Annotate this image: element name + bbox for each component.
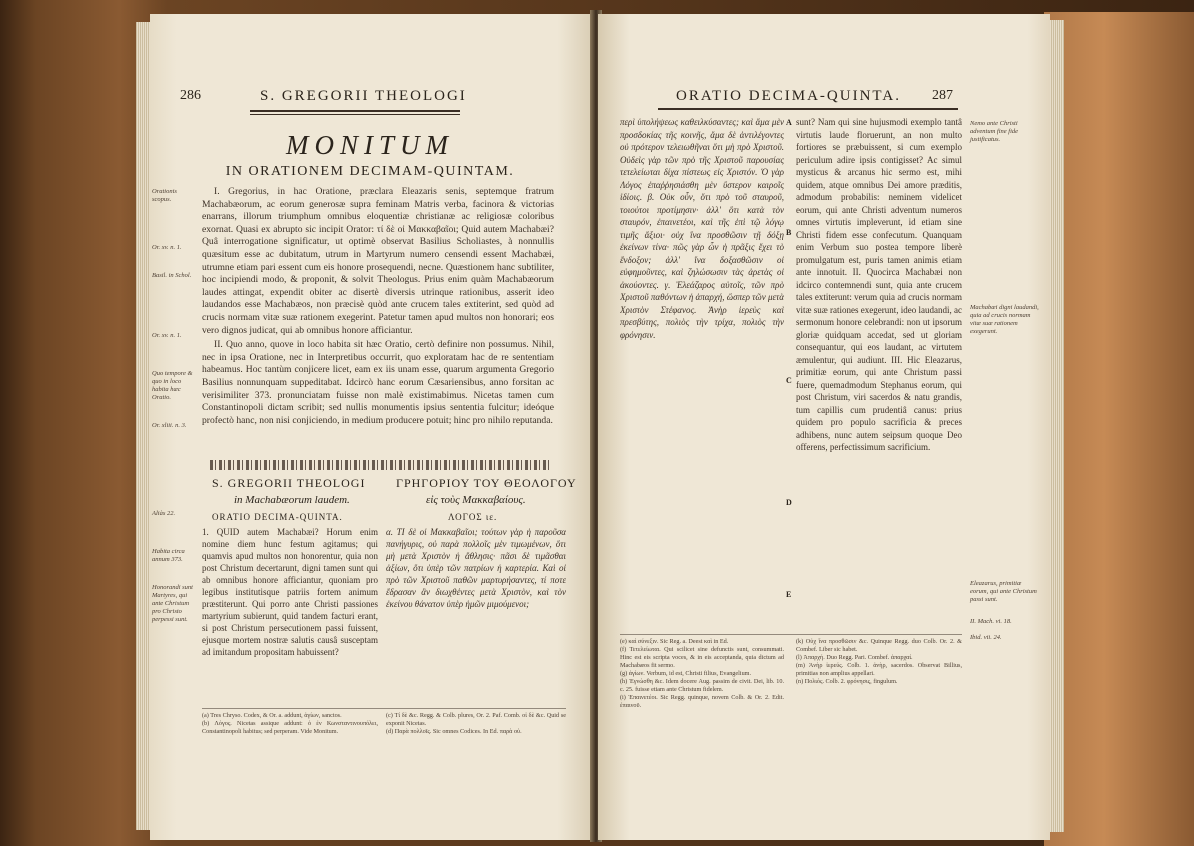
- letter-marker: C: [786, 376, 792, 385]
- latin-section-head: S. GREGORII THEOLOGI: [212, 476, 366, 490]
- left-page-number: 286: [180, 88, 201, 103]
- footnote: (g) ἁγίων. Verbum, id est, Christi filius, Evangelium.: [620, 670, 752, 677]
- logos-label: ΛΟΓΟΣ ιε.: [448, 512, 498, 522]
- letter-marker: E: [786, 590, 792, 599]
- margin-note: Or. xv. n. 1.: [152, 332, 182, 339]
- latin-section-sub: in Machabæorum laudem.: [234, 494, 350, 506]
- greek-column: περὶ ὑπολήψεως καθειλκύσαντες; καὶ ἅμα μὲν προσδοκίας τῆς κοινῆς, ἅμα δὲ ἀντιλέγοντες οὐ πρότερον τελειωθῆναι ὅτι μὴ πρὸ Χριστοῦ. Οὐδεὶς γὰρ τῶν πρὸ τῆς Χριστοῦ παρουσίας τετελείωται δίχα πίστεως εἰς Χριστόν. Ὁ γὰρ Λόγος ἐπαῤῥησιάσθη μὲν ὕστερον καιροῖς ἰδίοις. β. Οὐκ οὖν, ὅτι πρὸ τοῦ σταυροῦ, τοιούτοι προτίμησιν· ἀλλ' ὅτι κατὰ τὸν σταυρόν, ἐπαινετέοι, καὶ τῆς ἐπὶ τῷ λόγῳ τιμῆς ἄξιοι· οὐχ ἵνα προσθῶσιν τῇ δόξῃ ἐκείνων τίνα· πῶς γὰρ ὧν ἡ πρᾶξις ἔχει τὸ ἔνδοξον; ἀλλ' ἵνα δοξασθῶσιν οἱ εὐφημοῦντες, καὶ ζηλώσωσιν τὰς ἀρετὰς οἱ ἀκούοντες. γ. Ἐλεάζαρος αὐτοῖς, τῶν πρὸ Χριστοῦ παθόντων ἡ ἀπαρχή, ὥσπερ τῶν μετὰ Χριστὸν Στέφανος. Ἀνὴρ ἱερεὺς καὶ πρεσβύτης, πολιὸς τὴν τρίχα, πολιὸς τὴν φρόνησιν.: [620, 117, 784, 340]
- margin-note: Orationis scopus.: [152, 188, 177, 203]
- monitum-body: [202, 186, 554, 456]
- footnote: (d) Παρὰ πολλοῖς. Sic omnes Codices. In Ed. παρὰ οὐ.: [386, 728, 522, 735]
- footnote: (c) Τί δὲ &c. Regg. & Colb. plures, Or. 2. Paf. Comb. οἱ δὲ &c. Quid se exponit Nicetas.: [386, 712, 566, 727]
- margin-note: Or. xliii. n. 3.: [152, 422, 187, 429]
- footnotes-right: [796, 638, 962, 686]
- side-note: Honorandi sunt Martyres, qui ante Christum pro Christo perpessi sunt.: [152, 584, 193, 623]
- right-page: [598, 14, 1050, 840]
- page-stack-right: [1050, 20, 1064, 832]
- right-page-number: 287: [932, 88, 953, 103]
- latin-column: sunt? Nam qui sine hujusmodi exemplo tantâ virtutis laude floruerunt, an non multo fortiores se præbuissent, si cum exemplo periculum adire ipsis contigisset? Ac simul mysticus & arcanus hic sermo est, mihi quidem, atque omnibus Dei amore præditis, admodum probabilis: neminem videlicet eorum, qui ante Christi adventum numeros omnes virtutis impleverunt, id etiam sine Christi fidem esse confecutum. Quanquam enim Verbum suo postea tempore liberè promulgatum est, puris tamen animis etiam ante innotuit. II. Quocirca Machabæi non idcirco contemnendi sunt, quia ante crucem tales extiterunt: verum quia ad crucis normam vitæ suæ rationes exegerunt, ideo laudandi, ac sermonum honore celebrandi: non ut ipsorum gloriæ quidquam accedat, sed ut gloriam consequantur, qui eos laudant, ac virtutem æmulentur, qui audiunt. III. Hic Eleazarus, primitiæ eorum, qui ante Christum passi fuere, quemadmodum Stephanus eorum, qui post Christum, viri sacerdos & natu grandis, tum capillis cum prudentiâ canus: prius quidem pro populo sacrificia & preces adhibens, nunc autem seipsum quoque Deo offerens, perfectissimum sacrificium.: [796, 117, 962, 452]
- left-page: [150, 14, 593, 840]
- side-note: Habita circa annum 373.: [152, 548, 185, 563]
- head-rule: [658, 108, 958, 110]
- latin-column: 1. QUID autem Machabæi? Horum enim nomine diem hunc festum agitamus; qui quamvis apud multos non honorentur, quia non post Christum decertarunt, digni tamen sunt qui ab omnibus honore afficiantur, quoniam pro legibus institutisque patriis fortem animum præstiterunt. Qui porro ante Christi passiones martyrium subierunt, quid tandem facturi erant, si post Christum persecutionem passi fuissent, ejusque mortem nostræ salutis causâ susceptam ad imitandum propositam habuissent?: [202, 527, 378, 657]
- footnote: (k) Οὐχ ἵνα προσθῶσιν &c. Quinque Regg. duo Colb. Or. 2. & Combef. Liber sic habet.: [796, 638, 962, 653]
- head-rule-thin: [250, 114, 460, 115]
- footnote: (m) Ἀνὴρ ἱερεύς. Colb. 1. ἀνὴρ, sacerdos. Observat Billius, primitias non amplius appellari.: [796, 662, 962, 677]
- footnote: (e) καὶ σύνεξιν. Sic Reg. a. Deest καὶ in Ed.: [620, 638, 729, 645]
- letter-marker: B: [786, 228, 792, 237]
- footnote-rule: [202, 708, 566, 709]
- letter-marker: A: [786, 118, 792, 127]
- greek-section-head: ΓΡΗΓΟΡΙΟΥ ΤΟΥ ΘΕΟΛΟΓΟΥ: [396, 476, 577, 490]
- footnote: (a) Tres Chryso. Codex, & Or. a. addunt, ἁγίων, sanctos.: [202, 712, 342, 719]
- footnote: (f) Τετελείωται. Qui scilicet sine defunctis sunt, consummati. Hinc est eis scripta voces, & in eis acceptanda, quia dictum ad Machabæos fit sermo.: [620, 646, 784, 669]
- page-stack-left: [136, 22, 150, 830]
- margin-note: Machabæi digni laudandi, quia ad crucis normam vitæ suæ rationem exegerunt.: [970, 304, 1039, 335]
- side-note: Aliàs 22.: [152, 510, 176, 517]
- decorative-ornament-band: [210, 460, 550, 470]
- footnote: (i) Ἐπαινετέοι. Sic Regg. quinque, novem Colb. & Or. 2. Edit. ἐπαινοῦ.: [620, 694, 784, 709]
- footnote: (l) Ἀπαρχή. Duo Regg. Pari. Combef. ἀπαρχαί.: [796, 654, 913, 661]
- margin-note: Quo tempore & quo in loco habita hæc Oratio.: [152, 370, 193, 401]
- footnote: (n) Πολιός. Colb. 2. φρόνησις, fingulum.: [796, 678, 898, 685]
- greek-section-sub: εἰς τοὺς Μακκαβαίους.: [426, 494, 526, 506]
- greek-column: α. ΤΙ δὲ οἱ Μακκαβαῖοι; τούτων γὰρ ἡ παροῦσα πανήγυρις, οὐ παρὰ πολλοῖς μὲν τιμωμένων, ὅτι μὴ μετὰ Χριστὸν ἡ ἄθλησις· πᾶσι δὲ τιμᾶσθαι ἀξίων, ὅτι ὑπὲρ τῶν πατρίων ἡ καρτερία. Καὶ οἱ πρὸ τῶν Χριστοῦ παθῶν μαρτυρήσαντες, τί ποτε ἔδρασαν ἂν διωχθέντες μετὰ Χριστὸν, καὶ τὸν ἐκείνου θάνατον ὑπὲρ ἡμῶν μιμούμενοι;: [386, 527, 566, 609]
- margin-note: Nemo ante Christi adventum fine fide justificatus.: [970, 120, 1019, 143]
- monitum-paragraph: II. Quo anno, quove in loco habita sit hæc Oratio, certò definire non possumus. Nihil, nec in ipsa Oratione, nec in Interpretibus occurrit, quo exploratam hac de re sententiam habeamus. Hoc tantùm conjicere licet, eam ex iis unam esse, quarum argumenta Gregorio Basilius nonnunquam suppeditabat. Idcircò hanc eorum Cæsariensibus, anno forsitan ac verisimiliter 373. pronunciatam fuisse non malè existimabimus. Nicetas tamen cum Constantinopoli dictam scribit; sed nullis monumentis ipsius sententia fulcitur; ideóque profectò hanc, non nisi conjiciendo, in medium producere potuit; hinc pro nihilo reputanda.: [202, 339, 554, 426]
- margin-note: Or. xv. n. 1.: [152, 244, 182, 251]
- footnote: (b) Λόγος. Nicetas assique addunt: ὁ ἐν Κωνσταντινουπόλει, Constantinopoli habitus; sed perperam. Vide Monitum.: [202, 720, 378, 735]
- footnote: (h) Ἐγνώσθη &c. Idem docere Aug. passim de civit. Dei, lib. 10. c. 25. fuisse etiam ante Christum fidelem.: [620, 678, 784, 693]
- book-cover-edge: [1044, 12, 1194, 846]
- margin-note: Eleazarus, primitiæ eorum, qui ante Christum passi sunt.: [970, 580, 1037, 603]
- footnotes-left: [620, 638, 784, 710]
- monitum-subtitle: IN ORATIONEM DECIMAM-QUINTAM.: [225, 164, 515, 179]
- monitum-paragraph: I. Gregorius, in hac Oratione, præclara Eleazaris senis, septemque fratrum Machabæorum, ac eorum generosæ supra feminam Matris verba, facinora & victorias enarrans, illorum triumphum omnibus eloquentiæ christianæ ac religiosæ coloribus exornat. Quasi ex abrupto sic incipit Orator: τί δὲ οἱ Μακκαβαῖοι; Quid autem Machabæi? Quâ interrogatione significatur, ut optimè observat Basilius Scholiastes, à nonnullis quæsitum esse ac dubitatum, utrum in Martyrum numero censendi essent Machabæi, utrumne etiam pari essent cum eis honore prosequendi, necne. Quæstionem hanc subtiliter, hoc incipiendi modo, & proponit, & solvit Theologus. Prius enim quàm Machabæorum laudes attingat, expendit obiter ac disertè diversis utrinque rationibus, asserit ideo laudandos esse Machabæos, non præcisè quòd ante crucem tales extiterint, sed quòd ad crucis normam vitæ suæ rationem exegerint. Patetur tamen apud multos non honorari; eos vero dignos judicat, qui ab omnibus honore afficiantur.: [202, 186, 554, 336]
- monitum-title: MONITUM: [286, 130, 454, 160]
- margin-note: Ibid. vii. 24.: [970, 634, 1002, 641]
- left-running-head: S. GREGORII THEOLOGI: [260, 88, 467, 104]
- margin-note: Basil. in Schol.: [152, 272, 192, 279]
- footnotes-right: [386, 712, 566, 736]
- head-rule: [250, 110, 460, 112]
- right-running-head: ORATIO DECIMA-QUINTA.: [676, 88, 901, 104]
- oratio-label: ORATIO DECIMA-QUINTA.: [212, 512, 343, 522]
- footnotes-left: [202, 712, 378, 736]
- footnote-rule: [620, 634, 962, 635]
- margin-note: II. Mach. vi. 18.: [970, 618, 1012, 625]
- letter-marker: D: [786, 498, 792, 507]
